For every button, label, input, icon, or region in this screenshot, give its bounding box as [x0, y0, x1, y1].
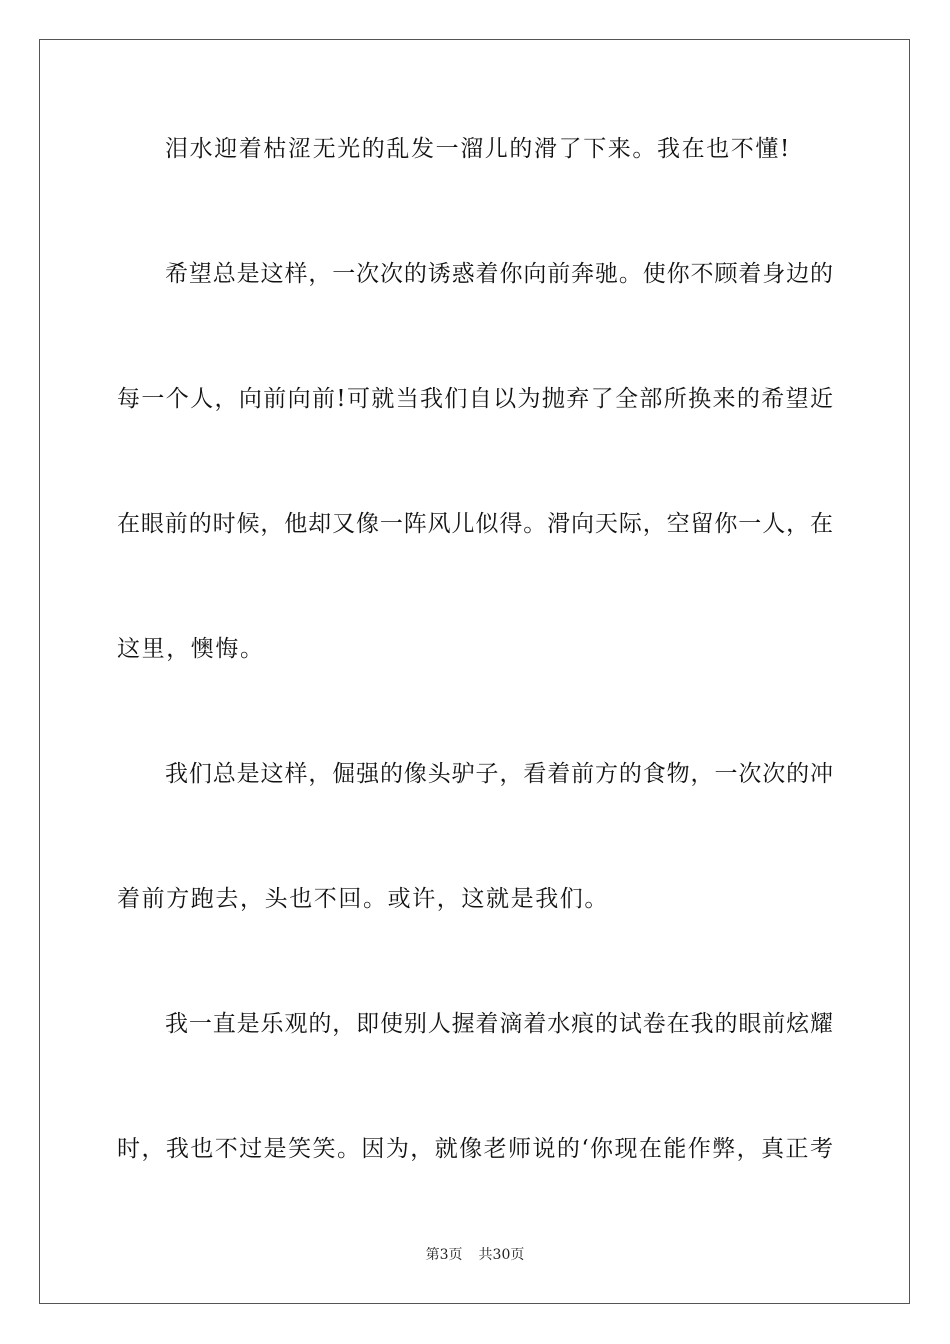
paragraph-line: 每一个人，向前向前!可就当我们自以为抛弃了全部所换来的希望近: [117, 386, 833, 412]
paragraph-line: 这里，懊悔。: [117, 636, 265, 662]
paragraph-line: 着前方跑去，头也不回。或许，这就是我们。: [117, 886, 609, 912]
page-footer: [0, 1246, 950, 1264]
paragraph-line: 泪水迎着枯涩无光的乱发一溜儿的滑了下来。我在也不懂!: [165, 136, 791, 162]
paragraph-line: 我们总是这样，倔强的像头驴子，看着前方的食物，一次次的冲: [165, 761, 833, 787]
paragraph-line: 我一直是乐观的，即使别人握着滴着水痕的试卷在我的眼前炫耀: [165, 1011, 833, 1037]
page-frame: [39, 39, 910, 1304]
paragraph-line: 时，我也不过是笑笑。因为，就像老师说的‘你现在能作弊，真正考: [117, 1136, 833, 1162]
page-number: 第3页: [425, 1247, 463, 1263]
total-pages: 共30页: [478, 1247, 525, 1263]
paragraph-line: 在眼前的时候，他却又像一阵风儿似得。滑向天际，空留你一人，在: [117, 511, 833, 537]
paragraph-line: 希望总是这样，一次次的诱惑着你向前奔驰。使你不顾着身边的: [165, 261, 833, 287]
